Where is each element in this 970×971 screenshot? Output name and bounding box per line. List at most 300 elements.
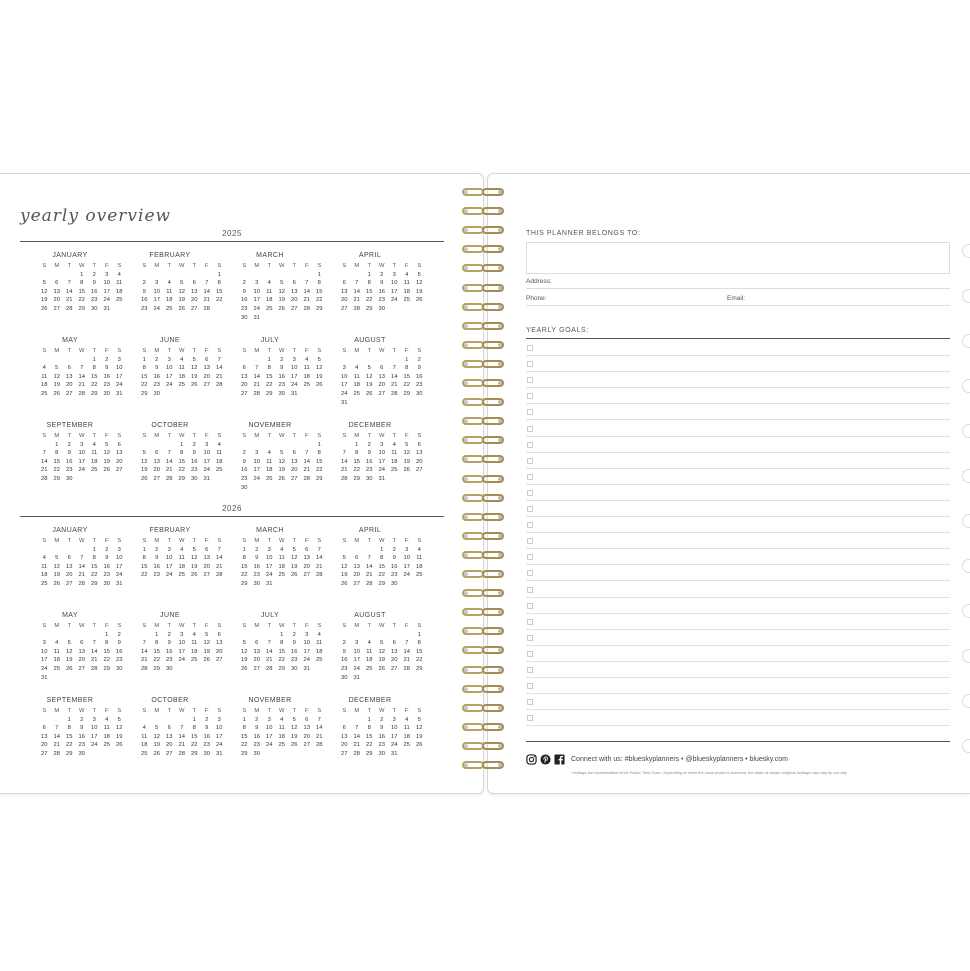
coil-ring [462,207,484,215]
day-cell: 15 [266,373,273,380]
day-cell: 11 [303,365,310,372]
goal-checkbox[interactable] [527,538,533,544]
month-tab[interactable] [962,289,970,303]
day-cell: 26 [416,742,423,749]
day-cell: 4 [180,356,184,363]
spiral-coil [460,550,508,560]
day-cell: 13 [341,733,348,740]
day-cell: 19 [178,297,185,304]
day-cell: 15 [403,373,410,380]
day-cell: 6 [167,725,171,732]
day-cell: 15 [191,733,198,740]
day-cell: 27 [116,467,123,474]
day-cell: 26 [416,297,423,304]
day-cell: 12 [178,288,185,295]
goal-row[interactable] [526,598,950,614]
day-grid [138,707,223,759]
weekday-header: T [367,348,372,354]
day-cell: 25 [41,390,48,397]
day-cell: 11 [178,555,185,562]
day-cell: 10 [253,288,260,295]
day-cell: 12 [416,725,423,732]
coil-ring [462,589,484,597]
day-cell: 19 [66,657,73,664]
day-cell: 11 [403,280,410,287]
goal-checkbox[interactable] [527,699,533,705]
day-cell: 6 [417,441,421,448]
day-cell: 21 [341,467,348,474]
day-cell: 3 [205,441,209,448]
day-grid [138,622,223,674]
empty-cell [351,271,364,280]
month-name: FEBRUARY [149,252,191,259]
month-name: AUGUST [354,612,386,619]
punch-hole [498,706,502,710]
goal-checkbox[interactable] [527,377,533,383]
month-calendar [220,422,323,492]
day-cell: 24 [353,665,360,672]
weekday-header: T [92,263,97,269]
day-cell: 7 [67,280,71,287]
month-name: JULY [260,337,280,344]
empty-cell [351,631,364,640]
day-cell: 12 [316,365,323,372]
day-cell: 7 [217,356,221,363]
day-cell: 28 [266,665,273,672]
goal-row[interactable] [526,533,950,549]
goal-row[interactable] [526,356,950,372]
day-cell: 25 [178,382,185,389]
month-tab[interactable] [962,424,970,438]
day-cell: 23 [103,382,110,389]
goal-checkbox[interactable] [527,458,533,464]
goal-checkbox[interactable] [527,474,533,480]
goal-row[interactable] [526,453,950,469]
empty-cell [363,546,376,555]
weekday-header: T [167,538,172,544]
weekday-header: S [317,433,322,439]
day-cell: 29 [178,475,185,482]
day-cell: 31 [291,390,298,397]
day-cell: 30 [253,580,260,587]
day-cell: 17 [166,563,173,570]
day-cell: 11 [53,648,60,655]
day-cell: 20 [66,382,73,389]
day-cell: 6 [42,725,46,732]
punch-hole [498,725,502,729]
goal-row[interactable] [526,565,950,581]
coil-ring [462,245,484,253]
day-cell: 20 [391,657,398,664]
day-cell: 16 [166,648,173,655]
day-cell: 21 [391,382,398,389]
day-cell: 5 [367,365,371,372]
day-cell: 21 [141,657,148,664]
day-cell: 1 [317,441,321,448]
day-cell: 23 [416,382,423,389]
day-cell: 10 [378,450,385,457]
month-tab[interactable] [962,559,970,573]
goal-checkbox[interactable] [527,683,533,689]
day-cell: 1 [155,631,159,638]
empty-cell [251,631,264,640]
day-cell: 2 [255,716,259,723]
day-cell: 18 [278,733,285,740]
goal-row[interactable] [526,517,950,533]
goal-row[interactable] [526,710,950,726]
day-cell: 31 [203,475,210,482]
day-cell: 18 [403,733,410,740]
day-cell: 22 [53,467,60,474]
day-grid [138,262,223,314]
day-cell: 23 [66,467,73,474]
month-tab[interactable] [962,649,970,663]
day-cell: 29 [241,750,248,757]
day-cell: 25 [141,750,148,757]
goal-row[interactable] [526,549,950,565]
goal-checkbox[interactable] [527,603,533,609]
day-cell: 29 [266,390,273,397]
weekday-header: F [404,623,409,629]
day-cell: 26 [191,382,198,389]
day-cell: 22 [91,572,98,579]
day-cell: 15 [416,648,423,655]
month-tab[interactable] [962,604,970,618]
goal-row[interactable] [526,485,950,501]
goal-checkbox[interactable] [527,426,533,432]
goal-checkbox[interactable] [527,554,533,560]
day-cell: 24 [391,742,398,749]
goal-row[interactable] [526,678,950,694]
day-cell: 5 [405,441,409,448]
spiral-coil [460,760,508,770]
day-cell: 6 [217,631,221,638]
day-cell: 10 [303,640,310,647]
day-cell: 25 [316,657,323,664]
weekday-header: S [142,433,147,439]
day-cell: 2 [242,450,246,457]
day-cell: 6 [67,365,71,372]
day-cell: 23 [203,742,210,749]
day-cell: 15 [53,458,60,465]
goal-row[interactable] [526,694,950,710]
weekday-header: F [104,708,109,714]
goal-checkbox[interactable] [527,506,533,512]
empty-cell [238,271,251,280]
day-cell: 15 [353,458,360,465]
day-cell: 11 [166,288,173,295]
day-cell: 20 [166,742,173,749]
day-cell: 13 [353,563,360,570]
goal-row[interactable] [526,404,950,420]
day-cell: 12 [278,288,285,295]
instagram-icon[interactable] [526,754,537,765]
day-cell: 4 [367,640,371,647]
weekday-header: S [217,708,222,714]
weekday-header: F [104,263,109,269]
day-cell: 30 [66,475,73,482]
spiral-coil [460,607,508,617]
day-cell: 13 [303,725,310,732]
month-calendar [20,422,123,484]
day-cell: 13 [203,555,210,562]
goal-row[interactable] [526,340,950,356]
goal-checkbox[interactable] [527,619,533,625]
empty-cell [38,631,51,640]
day-cell: 26 [341,580,348,587]
goal-checkbox[interactable] [527,442,533,448]
day-grid [38,347,123,399]
spiral-coil [460,302,508,312]
spiral-coil [460,741,508,751]
day-cell: 28 [216,572,223,579]
weekday-header: S [117,623,122,629]
month-calendar [320,252,423,314]
goal-checkbox[interactable] [527,651,533,657]
goal-checkbox[interactable] [527,409,533,415]
weekday-header: S [142,708,147,714]
day-cell: 16 [203,733,210,740]
goal-row[interactable] [526,614,950,630]
day-cell: 1 [242,716,246,723]
day-cell: 29 [316,475,323,482]
day-cell: 8 [142,555,146,562]
day-cell: 13 [378,373,385,380]
month-tab[interactable] [962,244,970,258]
goal-row[interactable] [526,501,950,517]
day-cell: 19 [153,742,160,749]
day-cell: 24 [178,657,185,664]
goal-row[interactable] [526,646,950,662]
weekday-header: F [404,538,409,544]
pinterest-icon[interactable] [540,754,551,765]
day-cell: 13 [66,563,73,570]
day-cell: 8 [367,280,371,287]
day-cell: 7 [217,546,221,553]
day-cell: 28 [78,580,85,587]
month-name: SEPTEMBER [46,422,94,429]
day-cell: 11 [191,640,198,647]
day-cell: 30 [378,305,385,312]
goal-checkbox[interactable] [527,570,533,576]
weekday-header: T [192,623,197,629]
day-cell: 30 [203,750,210,757]
day-cell: 12 [53,373,60,380]
day-cell: 17 [178,648,185,655]
weekday-header: T [267,348,272,354]
day-cell: 12 [141,458,148,465]
goal-row[interactable] [526,388,950,404]
day-cell: 30 [103,580,110,587]
day-cell: 26 [103,467,110,474]
day-cell: 25 [416,572,423,579]
day-cell: 4 [405,271,409,278]
goal-checkbox[interactable] [527,667,533,673]
day-cell: 25 [266,305,273,312]
goal-row[interactable] [526,421,950,437]
day-cell: 8 [155,640,159,647]
day-cell: 17 [353,657,360,664]
day-cell: 10 [403,555,410,562]
goal-checkbox[interactable] [527,522,533,528]
day-cell: 17 [266,733,273,740]
day-cell: 13 [166,733,173,740]
empty-cell [376,356,389,365]
day-cell: 30 [291,665,298,672]
month-calendar [20,252,123,314]
day-cell: 26 [191,572,198,579]
punch-hole [498,286,502,290]
month-tab[interactable] [962,739,970,753]
spiral-binding [460,185,508,785]
day-cell: 20 [241,382,248,389]
address-label: Address: [526,278,552,285]
day-cell: 2 [117,631,121,638]
goal-checkbox[interactable] [527,345,533,351]
day-cell: 12 [191,365,198,372]
owner-name-field[interactable] [526,242,950,274]
weekday-header: M [354,433,360,439]
weekday-header: S [42,348,47,354]
coil-ring [462,532,484,540]
weekday-header: M [154,263,160,269]
goal-checkbox[interactable] [527,587,533,593]
coil-ring [462,551,484,559]
day-cell: 16 [378,733,385,740]
day-cell: 3 [255,450,259,457]
weekday-header: S [342,708,347,714]
day-cell: 2 [105,546,109,553]
goal-row[interactable] [526,630,950,646]
day-cell: 22 [316,297,323,304]
day-cell: 5 [180,280,184,287]
facebook-icon[interactable] [554,754,565,765]
empty-cell [238,631,251,640]
day-cell: 2 [92,271,96,278]
day-cell: 21 [253,382,260,389]
address-field[interactable] [526,275,950,289]
day-cell: 21 [203,297,210,304]
month-tab[interactable] [962,469,970,483]
day-cell: 23 [378,297,385,304]
day-cell: 14 [41,458,48,465]
day-cell: 19 [141,467,148,474]
goal-row[interactable] [526,662,950,678]
month-name: OCTOBER [151,697,189,704]
goal-row[interactable] [526,582,950,598]
punch-hole [498,324,502,328]
day-cell: 23 [166,657,173,664]
weekday-header: T [92,348,97,354]
month-calendar [20,337,123,399]
day-cell: 12 [291,725,298,732]
day-cell: 7 [92,640,96,647]
day-cell: 20 [378,382,385,389]
goal-checkbox[interactable] [527,361,533,367]
punch-hole [498,496,502,500]
empty-cell [138,631,151,640]
goal-checkbox[interactable] [527,393,533,399]
day-cell: 16 [278,373,285,380]
day-cell: 24 [391,297,398,304]
goal-checkbox[interactable] [527,490,533,496]
day-cell: 13 [216,640,223,647]
goal-checkbox[interactable] [527,715,533,721]
day-cell: 21 [66,297,73,304]
weekday-header: F [404,263,409,269]
day-cell: 15 [153,648,160,655]
month-tab[interactable] [962,694,970,708]
punch-hole [498,362,502,366]
day-cell: 8 [280,640,284,647]
month-tab[interactable] [962,379,970,393]
day-cell: 27 [378,390,385,397]
day-cell: 9 [105,365,109,372]
day-cell: 19 [191,563,198,570]
day-cell: 31 [353,674,360,681]
day-cell: 25 [403,297,410,304]
day-cell: 19 [291,563,298,570]
day-cell: 21 [303,467,310,474]
day-cell: 27 [341,305,348,312]
day-cell: 7 [355,725,359,732]
empty-cell [38,271,51,280]
weekday-header: F [404,708,409,714]
day-cell: 16 [91,288,98,295]
spiral-coil [460,187,508,197]
day-cell: 24 [116,382,123,389]
day-cell: 15 [91,373,98,380]
day-cell: 1 [180,441,184,448]
day-cell: 20 [53,297,60,304]
day-grid [138,347,223,399]
goal-row[interactable] [526,437,950,453]
day-cell: 27 [416,467,423,474]
day-cell: 18 [166,297,173,304]
day-grid [338,262,423,314]
goal-row[interactable] [526,372,950,388]
day-cell: 2 [167,631,171,638]
coil-ring [462,188,484,196]
goal-checkbox[interactable] [527,635,533,641]
day-cell: 3 [392,271,396,278]
day-cell: 1 [355,441,359,448]
day-cell: 17 [91,733,98,740]
day-cell: 24 [166,572,173,579]
weekday-header: M [354,538,360,544]
day-cell: 30 [391,580,398,587]
weekday-header: S [342,348,347,354]
empty-cell [338,271,351,280]
day-cell: 22 [241,572,248,579]
day-cell: 20 [291,297,298,304]
goal-row[interactable] [526,469,950,485]
day-cell: 20 [41,742,48,749]
day-cell: 10 [266,725,273,732]
year-label: 2026 [222,504,242,513]
month-name: MARCH [256,252,284,259]
weekday-header: S [242,538,247,544]
month-tab[interactable] [962,334,970,348]
day-cell: 27 [53,305,60,312]
month-tab[interactable] [962,514,970,528]
weekday-header: T [167,623,172,629]
weekday-header: S [342,538,347,544]
empty-cell [63,546,76,555]
day-cell: 19 [378,657,385,664]
day-cell: 1 [380,546,384,553]
day-cell: 20 [78,657,85,664]
